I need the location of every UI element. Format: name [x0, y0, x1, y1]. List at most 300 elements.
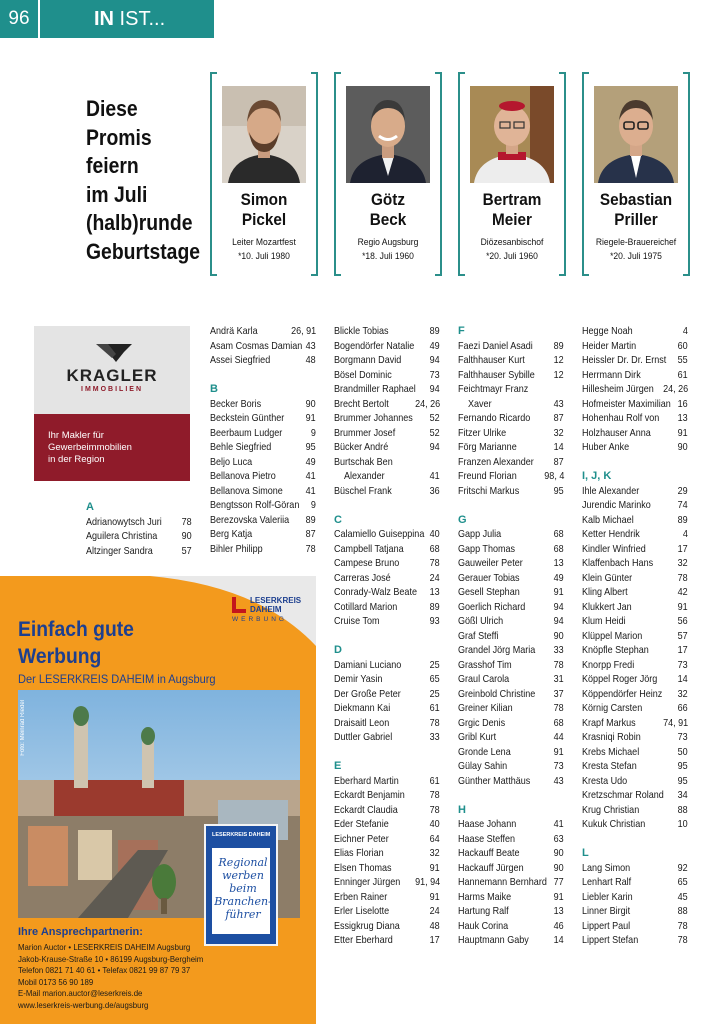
index-entry	[210, 324, 316, 339]
index-entry-name: Campbell Tatjana	[334, 542, 404, 555]
index-entry-name: Enninger Jürgen	[334, 876, 401, 888]
index-entry	[582, 672, 688, 687]
index-entry-name: Ihle Alexander	[582, 484, 640, 497]
index-entry-page: 45	[677, 890, 688, 903]
index-letter-heading: F	[458, 325, 465, 337]
index-entry	[458, 585, 564, 600]
index-entry-page: 14	[553, 441, 564, 453]
section-title-rest: IST...	[114, 8, 166, 30]
index-entry-page: 78	[429, 803, 440, 816]
headline-line: Geburtstage	[86, 238, 201, 264]
index-entry-page: 78	[553, 702, 564, 714]
index-entry-name: Brummer Josef	[334, 426, 396, 439]
index-entry-name: Alexander	[344, 470, 385, 482]
index-spacer	[582, 455, 688, 470]
celebrity-last-name: Pickel	[241, 210, 287, 229]
index-entry-page: 16	[677, 397, 688, 410]
index-entry	[334, 904, 440, 919]
index-entry	[582, 426, 688, 441]
index-entry-page: 13	[429, 586, 440, 598]
index-entry-name: Gronde Lena	[458, 745, 511, 758]
index-entry	[210, 411, 316, 426]
index-entry-name: Elias Florian	[334, 847, 384, 859]
index-entry	[334, 353, 440, 368]
index-entry	[582, 339, 688, 354]
index-entry	[458, 469, 564, 484]
index-entry	[334, 817, 440, 832]
index-entry	[334, 687, 440, 702]
index-entry	[458, 382, 564, 397]
index-entry-name: Asam Cosmas Damian	[210, 339, 303, 352]
index-entry-page: 24, 26	[414, 397, 440, 410]
index-spacer	[334, 629, 440, 644]
index-entry-name: Hohenhau Rolf von	[582, 412, 660, 424]
index-entry	[582, 701, 688, 716]
index-entry-name: Gapp Julia	[458, 528, 502, 540]
index-entry-name: Lippert Stefan	[582, 934, 639, 946]
index-entry	[458, 832, 564, 847]
index-entry	[458, 817, 564, 832]
index-spacer	[458, 788, 564, 803]
index-entry	[334, 672, 440, 687]
celebrity-name	[215, 190, 312, 230]
celebrity-first-name: Bertram	[482, 190, 542, 209]
index-entry-name: Feichtmayr Franz	[458, 383, 529, 395]
index-entry-page: 68	[553, 716, 564, 729]
index-entry-page: 73	[553, 760, 564, 772]
index-entry	[582, 861, 688, 876]
index-entry-name: Klukkert Jan	[582, 600, 632, 613]
index-entry-page: 10	[677, 818, 688, 830]
celebrity-info	[463, 236, 560, 264]
index-entry-name: Eckardt Claudia	[334, 803, 398, 816]
index-letter-heading: A	[86, 501, 94, 513]
leserkreis-logo-icon	[232, 597, 246, 613]
index-entry-name: Förg Marianne	[458, 441, 517, 453]
index-entry-name: Diekmann Kai	[334, 702, 391, 714]
index-entry-page: 91	[429, 890, 440, 903]
index-entry-name: Cotillard Marion	[334, 600, 398, 613]
index-entry	[86, 515, 192, 530]
contact-website-link[interactable]: www.leserkreis-werbung.de/augsburg	[18, 999, 149, 1010]
index-entry-name: Damiani Luciano	[334, 658, 402, 671]
headline-line: Promis	[86, 124, 152, 150]
index-entry	[334, 455, 440, 470]
index-entry-name: Knöpfle Stephan	[582, 644, 649, 656]
index-entry-name: Krapf Markus	[582, 716, 636, 729]
index-entry-name: Eder Stefanie	[334, 818, 389, 830]
celebrity-birthdate: *20. Juli 1975	[610, 251, 662, 262]
index-entry	[210, 542, 316, 557]
index-entry	[458, 861, 564, 876]
index-entry-name: Conrady-Walz Beate	[334, 586, 417, 598]
index-entry	[458, 484, 564, 499]
contact-details	[18, 942, 219, 1011]
index-entry-page: 90	[181, 530, 192, 542]
index-entry-name: Erler Liselotte	[334, 905, 390, 917]
index-entry-page: 61	[677, 368, 688, 381]
index-entry-name: Draisaitl Leon	[334, 716, 390, 729]
index-entry	[458, 440, 564, 455]
index-entry-page: 95	[305, 441, 316, 453]
photo-credit: Foto: Meinrad Riedel	[20, 700, 26, 756]
index-entry	[210, 339, 316, 354]
index-entry-page: 74	[677, 499, 688, 511]
index-entry-name: Köppel Roger Jörg	[582, 673, 658, 685]
index-entry-name: Altzinger Sandra	[86, 544, 153, 557]
index-column-4	[458, 324, 564, 948]
index-entry-page: 91, 94	[414, 876, 440, 888]
index-spacer	[582, 832, 688, 847]
index-entry-name: Essigkrug Diana	[334, 919, 400, 932]
index-entry-page: 93	[429, 615, 440, 627]
index-entry-page: 63	[553, 832, 564, 845]
index-letter-heading: C	[334, 513, 342, 526]
index-entry	[334, 861, 440, 876]
contact-line: Jakob-Krause-Straße 10 • 86199 Augsburg-Bergheim	[18, 953, 204, 964]
index-entry-name: Behle Siegfried	[210, 441, 272, 453]
index-entry-name: Bücker André	[334, 441, 389, 453]
contact-line: Mobil 0173 56 90 189	[18, 976, 94, 987]
index-entry	[334, 890, 440, 905]
index-entry-name: Hannemann Bernhard	[458, 876, 547, 888]
index-entry-page: 41	[429, 470, 440, 482]
index-entry-name: Bengtsson Rolf-Göran	[210, 499, 300, 511]
index-entry	[458, 571, 564, 586]
index-entry-name: Berezovska Valeriia	[210, 513, 290, 526]
index-entry-name: Jurendic Marinko	[582, 499, 651, 511]
index-entry-name: Fritschi Markus	[458, 484, 520, 497]
index-entry	[458, 759, 564, 774]
contact-email-link[interactable]: E-Mail marion.auctor@leserkreis.de	[18, 988, 143, 998]
index-entry	[582, 614, 688, 629]
index-entry	[582, 788, 688, 803]
index-entry-page: 43	[553, 397, 564, 410]
index-entry-page: 57	[677, 629, 688, 642]
index-entry-name: Goerlich Richard	[458, 600, 526, 613]
index-entry-name: Kalb Michael	[582, 513, 634, 526]
index-entry-name: Haase Johann	[458, 818, 517, 830]
ad-title	[18, 616, 134, 670]
index-entry-page: 9	[310, 499, 316, 511]
index-entry	[582, 933, 688, 948]
index-entry-page: 78	[305, 542, 316, 555]
index-entry-page: 98, 4	[543, 470, 564, 482]
index-entry	[458, 875, 564, 890]
headline-line: Diese	[86, 96, 138, 121]
index-entry	[582, 440, 688, 455]
index-entry-page: 36	[429, 484, 440, 497]
index-entry-name: Klüppel Marion	[582, 629, 643, 642]
index-column-5	[582, 324, 688, 948]
index-entry	[458, 890, 564, 905]
ad-subtitle: Der LESERKREIS DAHEIM in Augsburg	[18, 672, 216, 686]
index-entry-page: 29	[677, 484, 688, 497]
index-entry	[86, 529, 192, 544]
index-entry-name: Eberhard Martin	[334, 774, 399, 787]
index-entry	[458, 368, 564, 383]
index-entry	[582, 716, 688, 731]
index-entry-page: 9	[310, 426, 316, 439]
index-entry	[582, 368, 688, 383]
index-entry-page: 52	[429, 426, 440, 439]
index-entry-page: 12	[553, 354, 564, 366]
celebrity-birthdate: *20. Juli 1960	[486, 251, 538, 262]
index-entry-name: Graf Steffi	[458, 629, 499, 642]
index-entry	[582, 774, 688, 789]
index-column-3	[334, 324, 440, 948]
index-entry-page: 91	[553, 745, 564, 758]
celebrity-role: Leiter Mozartfest	[232, 237, 296, 248]
index-entry-name: Linner Birgit	[582, 905, 631, 917]
index-entry-page: 46	[553, 919, 564, 932]
book-text-line: werben beim	[222, 869, 264, 895]
index-entry	[458, 339, 564, 354]
celebrity-name	[463, 190, 560, 230]
ad-title-line: Einfach gute	[18, 618, 134, 641]
celebrity-first-name: Sebastian	[599, 190, 673, 209]
index-entry-name: Knorpp Fredi	[582, 658, 635, 671]
index-entry-name: Greiner Kilian	[458, 702, 513, 714]
leserkreis-logo	[232, 596, 301, 623]
index-entry	[334, 571, 440, 586]
index-entry-name: Brandmiller Raphael	[334, 383, 416, 395]
index-entry-page: 32	[677, 687, 688, 700]
index-entry-page: 78	[677, 934, 688, 946]
index-entry-name: Graul Carola	[458, 673, 510, 685]
index-entry	[458, 556, 564, 571]
index-entry-page: 40	[429, 818, 440, 830]
index-entry-name: Falthhauser Sybille	[458, 368, 535, 381]
index-entry-page: 44	[553, 731, 564, 743]
index-entry	[334, 774, 440, 789]
index-entry-name: Lenhart Ralf	[582, 876, 632, 888]
index-entry-name: Kresta Stefan	[582, 760, 637, 772]
index-entry	[458, 629, 564, 644]
index-entry-name: Hackauff Beate	[458, 847, 520, 859]
index-entry	[210, 440, 316, 455]
index-entry	[582, 745, 688, 760]
index-entry-name: Erben Rainer	[334, 890, 388, 903]
index-entry-page: 94	[429, 354, 440, 366]
index-entry-name: Bellanova Simone	[210, 484, 283, 497]
index-entry-page: 55	[677, 354, 688, 366]
index-entry	[458, 919, 564, 934]
index-entry-page: 68	[553, 542, 564, 555]
celebrity-role: Regio Augsburg	[357, 237, 419, 248]
index-entry-page: 4	[682, 528, 688, 540]
index-entry	[582, 687, 688, 702]
index-entry-page: 91	[305, 412, 316, 424]
index-entry-name: Gapp Thomas	[458, 542, 516, 555]
portrait-photo	[346, 86, 430, 183]
kragler-ad[interactable]	[34, 326, 190, 481]
index-entry-page: 4	[682, 325, 688, 337]
index-entry	[458, 933, 564, 948]
index-entry	[334, 324, 440, 339]
index-entry-page: 34	[677, 789, 688, 801]
index-entry-page: 88	[677, 905, 688, 917]
index-entry	[210, 527, 316, 542]
index-entry	[334, 542, 440, 557]
index-entry-page: 89	[429, 325, 440, 337]
index-entry-name: Gerauer Tobias	[458, 571, 520, 584]
index-entry	[458, 774, 564, 789]
index-entry	[458, 426, 564, 441]
index-entry-page: 68	[553, 528, 564, 540]
index-entry-name: Bihler Philipp	[210, 542, 263, 555]
portrait-photo	[470, 86, 554, 183]
index-entry	[334, 426, 440, 441]
index-entry-page: 91	[429, 861, 440, 874]
index-entry	[458, 397, 564, 412]
headline-line: feiern	[86, 153, 139, 178]
index-entry-name: Heissler Dr. Dr. Ernst	[582, 354, 667, 366]
index-entry-name: Blickle Tobias	[334, 325, 389, 337]
index-entry-name: Klaffenbach Hans	[582, 557, 654, 569]
index-entry	[458, 745, 564, 760]
index-entry-page: 17	[677, 644, 688, 656]
index-entry-name: Eckardt Benjamin	[334, 789, 405, 801]
index-entry	[334, 411, 440, 426]
index-entry-page: 87	[305, 528, 316, 540]
index-entry-page: 78	[677, 919, 688, 932]
index-entry	[334, 614, 440, 629]
index-entry-page: 43	[305, 339, 316, 352]
index-entry-page: 78	[181, 515, 192, 528]
index-entry-name: Cruise Tom	[334, 615, 380, 627]
index-entry-name: Ketter Hendrik	[582, 528, 640, 540]
index-entry-page: 32	[677, 557, 688, 569]
index-entry	[582, 919, 688, 934]
index-entry-page: 74, 91	[662, 716, 688, 729]
index-entry-page: 68	[429, 542, 440, 555]
index-entry	[458, 701, 564, 716]
index-entry-name: Lippert Paul	[582, 919, 631, 932]
index-entry-page: 56	[677, 615, 688, 627]
index-letter-heading: L	[582, 847, 589, 859]
index-entry	[210, 469, 316, 484]
index-entry-name: Bogendörfer Natalie	[334, 339, 415, 352]
kragler-tagline	[34, 414, 190, 481]
index-entry-page: 33	[429, 731, 440, 743]
index-entry	[582, 556, 688, 571]
index-entry-page: 41	[553, 818, 564, 830]
celebrity-card	[582, 72, 690, 276]
index-entry	[334, 339, 440, 354]
index-entry	[334, 701, 440, 716]
index-entry	[334, 397, 440, 412]
index-entry-name: Grgic Denis	[458, 716, 506, 729]
section-title	[40, 0, 214, 38]
index-entry	[458, 716, 564, 731]
index-entry-page: 49	[305, 455, 316, 468]
index-entry	[334, 803, 440, 818]
index-entry-name: Klein Günter	[582, 571, 633, 584]
index-entry	[582, 658, 688, 673]
index-entry-page: 49	[429, 339, 440, 352]
ad-title-line: Werbung	[18, 645, 102, 668]
kragler-tagline-line: Gewerbeimmobilien	[48, 442, 132, 453]
index-entry-page: 13	[553, 557, 564, 569]
index-entry-page: 60	[677, 339, 688, 352]
index-entry-page: 90	[305, 397, 316, 410]
index-entry-name: Carreras José	[334, 571, 391, 584]
index-entry	[582, 484, 688, 499]
contact-heading: Ihre Ansprechpartnerin:	[18, 926, 143, 938]
index-entry-page: 17	[677, 542, 688, 555]
index-entry	[458, 527, 564, 542]
index-entry	[334, 585, 440, 600]
kragler-tagline-line: in der Region	[48, 454, 105, 465]
index-entry-name: Duttler Gabriel	[334, 731, 393, 743]
index-spacer	[210, 368, 316, 383]
index-entry-page: 90	[553, 847, 564, 859]
index-entry-page: 49	[553, 571, 564, 584]
index-entry-page: 13	[677, 412, 688, 424]
index-entry-name: Faezi Daniel Asadi	[458, 339, 533, 352]
index-entry-name: Herrmann Dirk	[582, 368, 641, 381]
celebrity-card	[210, 72, 318, 276]
index-entry-page: 90	[677, 441, 688, 453]
index-letter-heading: H	[458, 803, 466, 816]
index-entry	[582, 542, 688, 557]
index-entry-name: Assei Siegfried	[210, 354, 271, 366]
index-entry	[458, 687, 564, 702]
index-letter-heading: B	[210, 383, 218, 395]
index-entry	[334, 368, 440, 383]
book-text-line: führer	[225, 908, 261, 921]
celebrity-card	[334, 72, 442, 276]
index-entry-name: Beerbaum Ludger	[210, 426, 283, 439]
index-entry-name: Günther Matthäus	[458, 774, 531, 787]
index-entry-page: 66	[677, 702, 688, 714]
index-entry	[334, 716, 440, 731]
index-entry-page: 95	[677, 774, 688, 787]
index-entry-name: Etter Eberhard	[334, 934, 393, 946]
index-entry-name: Klum Heidi	[582, 615, 626, 627]
index-entry-name: Beljo Luca	[210, 455, 253, 468]
index-entry	[582, 890, 688, 905]
celebrity-info	[587, 236, 684, 264]
celebrity-last-name: Meier	[492, 210, 532, 229]
index-entry-page: 94	[553, 615, 564, 627]
index-entry	[582, 585, 688, 600]
index-entry-page: 48	[429, 919, 440, 932]
book-text	[214, 856, 272, 921]
index-entry-name: Der Große Peter	[334, 687, 401, 700]
index-entry-name: Burtschak Ben	[334, 455, 393, 468]
index-entry-page: 33	[553, 644, 564, 656]
index-entry-page: 25	[429, 687, 440, 700]
index-entry	[334, 600, 440, 615]
index-entry-page: 91	[677, 600, 688, 613]
index-entry-name: Calamiello Guiseppina	[334, 528, 425, 540]
index-entry	[582, 730, 688, 745]
index-entry	[458, 600, 564, 615]
index-entry	[582, 498, 688, 513]
index-column-2	[210, 324, 316, 556]
index-entry	[334, 556, 440, 571]
index-entry-name: Greinbold Christine	[458, 687, 536, 700]
index-entry-name: Borgmann David	[334, 354, 402, 366]
index-entry-page: 17	[429, 934, 440, 946]
index-entry	[210, 353, 316, 368]
index-entry-page: 90	[553, 629, 564, 642]
index-entry	[582, 759, 688, 774]
index-spacer	[458, 498, 564, 513]
index-entry-name: Harms Maike	[458, 890, 512, 903]
